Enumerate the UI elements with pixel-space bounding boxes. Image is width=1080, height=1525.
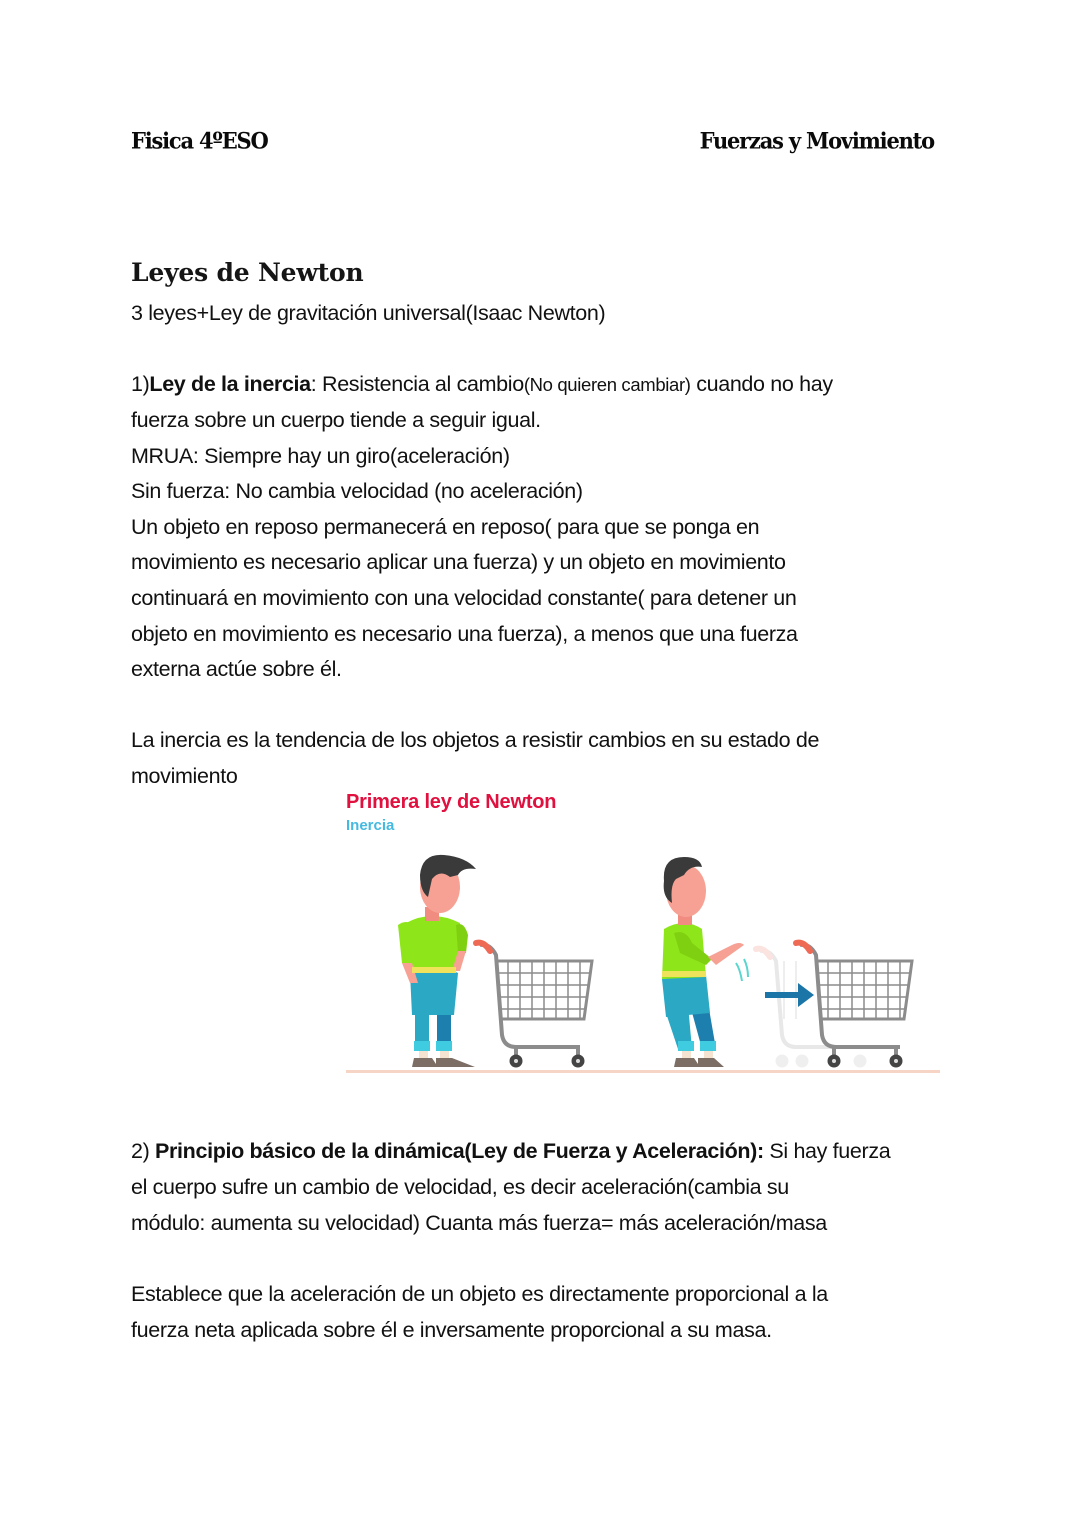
law2-line1 (131, 1134, 890, 1170)
section-title: Leyes de Newton (131, 258, 364, 287)
law2-statement-line: Establece que la aceleración de un objeto es directamente proporcional a la (131, 1282, 828, 1306)
figure-subtitle: Inercia (346, 817, 395, 834)
law1-paragraph-line: externa actúe sobre él. (131, 657, 342, 681)
floor-line (346, 1070, 940, 1073)
header-subject: Fisica 4ºESO (131, 127, 268, 154)
law2-line3: módulo: aumenta su velocidad) Cuanta más fuerza= más aceleración/masa (131, 1211, 827, 1235)
inertia-illustration (340, 845, 945, 1080)
law2-line1-end: Si hay fuerza (763, 1139, 891, 1163)
law1-line2: fuerza sobre un cuerpo tiende a seguir igual. (131, 408, 541, 432)
inertia-definition-line: movimiento (131, 764, 238, 788)
law1-name: Ley de la inercia (149, 372, 311, 396)
inertia-definition-line: La inercia es la tendencia de los objetos a resistir cambios en su estado de (131, 728, 820, 752)
law2-name: Principio básico de la dinámica(Ley de Fuerza y Aceleración): (155, 1139, 764, 1163)
law1-line3: MRUA: Siempre hay un giro(aceleración) (131, 444, 510, 468)
motion-ghost-cart (756, 949, 866, 1067)
law1-paragraph-line: Un objeto en reposo permanecerá en reposo( para que se ponga en (131, 515, 760, 539)
law1-prefix: 1) (131, 372, 150, 396)
law1-line1-end: cuando no hay (690, 372, 833, 396)
law1-line1 (131, 367, 833, 403)
person-pushing-icon (662, 857, 748, 1067)
person-standing-icon (398, 855, 476, 1067)
law1-paragraph-line: continuará en movimiento con una velocidad constante( para detener un (131, 586, 797, 610)
law2-statement-line: fuerza neta aplicada sobre él e inversamente proporcional a su masa. (131, 1318, 772, 1342)
law2-prefix: 2) (131, 1139, 156, 1163)
law1-small-note: (No quieren cambiar) (523, 374, 691, 395)
law1-line4: Sin fuerza: No cambia velocidad (no aceleración) (131, 479, 583, 503)
law1-text: : Resistencia al cambio (310, 372, 524, 396)
law2-line2: el cuerpo sufre un cambio de velocidad, es decir aceleración(cambia su (131, 1175, 789, 1199)
shopping-cart-icon (476, 943, 592, 1067)
header-topic: Fuerzas y Movimiento (699, 127, 934, 154)
law1-paragraph-line: objeto en movimiento es necesario una fuerza), a menos que una fuerza (131, 622, 798, 646)
section-subtitle: 3 leyes+Ley de gravitación universal(Isaac Newton) (131, 301, 606, 325)
arrow-right-icon (765, 983, 814, 1007)
figure-title: Primera ley de Newton (346, 791, 557, 813)
law1-paragraph-line: movimiento es necesario aplicar una fuerza) y un objeto en movimiento (131, 550, 786, 574)
